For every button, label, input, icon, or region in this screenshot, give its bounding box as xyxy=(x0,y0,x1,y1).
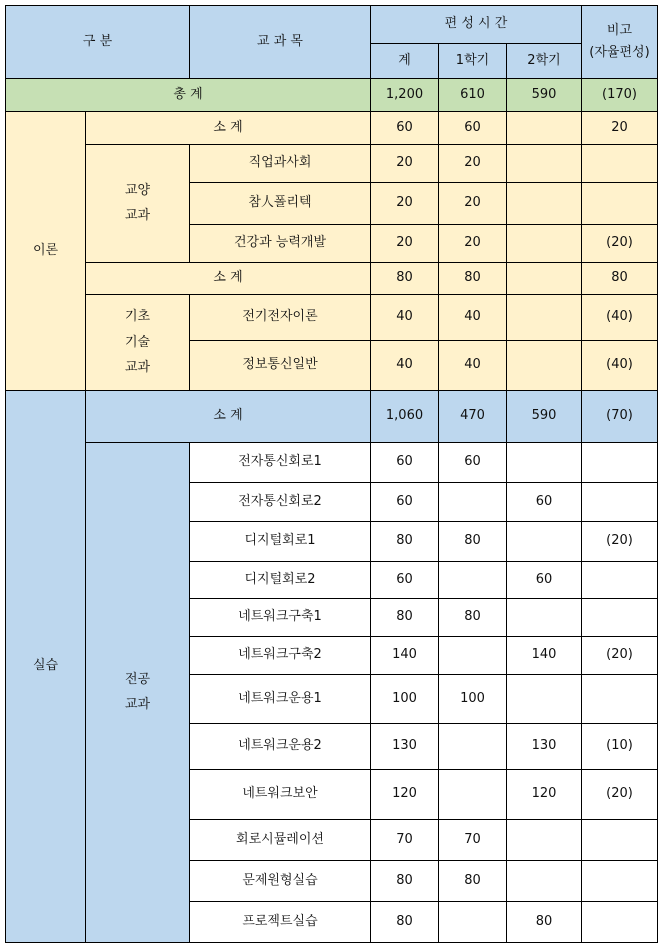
subject-name: 문제원형실습 xyxy=(189,860,371,902)
hours-sem1: 40 xyxy=(438,340,507,391)
hours-sem2 xyxy=(506,144,582,183)
hours-sem1: 40 xyxy=(438,294,507,341)
hours-total: 80 xyxy=(370,860,439,902)
subject-name: 프로젝트실습 xyxy=(189,901,371,943)
hours-total: 20 xyxy=(370,144,439,183)
hours-total: 60 xyxy=(370,561,439,599)
basic-subtotal-sem2 xyxy=(506,262,582,295)
hours-sem2: 140 xyxy=(506,636,582,675)
note: (20) xyxy=(581,521,658,562)
subject-name: 정보통신일반 xyxy=(189,340,371,391)
subject-name: 디지털회로2 xyxy=(189,561,371,599)
subject-name: 전기전자이론 xyxy=(189,294,371,341)
header-sem1: 1학기 xyxy=(438,43,507,79)
subject-name: 디지털회로1 xyxy=(189,521,371,562)
subject-name: 회로시뮬레이션 xyxy=(189,819,371,861)
hours-total: 80 xyxy=(370,521,439,562)
hours-sem2 xyxy=(506,674,582,724)
hours-sem1 xyxy=(438,636,507,675)
liberal-group-label: 교양 교과 xyxy=(85,144,190,263)
subject-name: 네트워크운용2 xyxy=(189,723,371,770)
header-category: 구 분 xyxy=(5,5,190,79)
hours-sem1 xyxy=(438,723,507,770)
note: (20) xyxy=(581,769,658,820)
hours-total: 40 xyxy=(370,340,439,391)
note xyxy=(581,182,658,225)
note xyxy=(581,561,658,599)
liberal-subtotal-sem2 xyxy=(506,111,582,145)
hours-sem1: 80 xyxy=(438,521,507,562)
liberal-subtotal-note: 20 xyxy=(581,111,658,145)
hours-total: 60 xyxy=(370,482,439,522)
hours-sem1 xyxy=(438,769,507,820)
hours-sem1 xyxy=(438,482,507,522)
subject-name: 전자통신회로2 xyxy=(189,482,371,522)
subject-name: 네트워크보안 xyxy=(189,769,371,820)
hours-total: 20 xyxy=(370,224,439,263)
note xyxy=(581,674,658,724)
hours-sem1 xyxy=(438,561,507,599)
header-total: 계 xyxy=(370,43,439,79)
practice-label: 실습 xyxy=(5,390,86,943)
hours-sem2: 120 xyxy=(506,769,582,820)
hours-sem2 xyxy=(506,598,582,637)
hours-sem2: 60 xyxy=(506,482,582,522)
grand-total-total: 1,200 xyxy=(370,78,439,112)
hours-sem1: 80 xyxy=(438,860,507,902)
subject-name: 건강과 능력개발 xyxy=(189,224,371,263)
hours-sem2: 130 xyxy=(506,723,582,770)
liberal-subtotal-sem1: 60 xyxy=(438,111,507,145)
hours-sem2 xyxy=(506,294,582,341)
hours-sem2 xyxy=(506,340,582,391)
hours-sem1: 20 xyxy=(438,224,507,263)
hours-sem2: 80 xyxy=(506,901,582,943)
header-sem2: 2학기 xyxy=(506,43,582,79)
note: (40) xyxy=(581,340,658,391)
note xyxy=(581,598,658,637)
hours-sem1: 80 xyxy=(438,598,507,637)
hours-sem1: 20 xyxy=(438,182,507,225)
hours-sem2 xyxy=(506,521,582,562)
hours-sem1: 20 xyxy=(438,144,507,183)
note: (20) xyxy=(581,224,658,263)
note xyxy=(581,860,658,902)
hours-sem2 xyxy=(506,182,582,225)
hours-sem1: 70 xyxy=(438,819,507,861)
subject-name: 네트워크구축2 xyxy=(189,636,371,675)
note: (20) xyxy=(581,636,658,675)
practice-subtotal-sem1: 470 xyxy=(438,390,507,443)
liberal-subtotal-total: 60 xyxy=(370,111,439,145)
note: (40) xyxy=(581,294,658,341)
grand-total-note: (170) xyxy=(581,78,658,112)
practice-subtotal-total: 1,060 xyxy=(370,390,439,443)
hours-sem1: 60 xyxy=(438,442,507,483)
subject-name: 네트워크운용1 xyxy=(189,674,371,724)
grand-total-label: 총 계 xyxy=(5,78,371,112)
hours-sem2 xyxy=(506,860,582,902)
subject-name: 전자통신회로1 xyxy=(189,442,371,483)
hours-sem1 xyxy=(438,901,507,943)
hours-sem2: 60 xyxy=(506,561,582,599)
hours-sem2 xyxy=(506,442,582,483)
theory-label: 이론 xyxy=(5,111,86,391)
hours-total: 80 xyxy=(370,901,439,943)
basic-subtotal-label: 소 계 xyxy=(85,262,371,295)
hours-total: 20 xyxy=(370,182,439,225)
note xyxy=(581,482,658,522)
basic-subtotal-note: 80 xyxy=(581,262,658,295)
basic-group-label: 기초 기술 교과 xyxy=(85,294,190,391)
subject-name: 참人폴리텍 xyxy=(189,182,371,225)
header-hours-group: 편 성 시 간 xyxy=(370,5,582,44)
liberal-subtotal-label: 소 계 xyxy=(85,111,371,145)
header-subject: 교 과 목 xyxy=(189,5,371,79)
hours-total: 100 xyxy=(370,674,439,724)
subject-name: 네트워크구축1 xyxy=(189,598,371,637)
practice-subtotal-note: (70) xyxy=(581,390,658,443)
note xyxy=(581,901,658,943)
note xyxy=(581,819,658,861)
hours-sem2 xyxy=(506,819,582,861)
hours-total: 40 xyxy=(370,294,439,341)
practice-subtotal-label: 소 계 xyxy=(85,390,371,443)
basic-subtotal-total: 80 xyxy=(370,262,439,295)
hours-total: 120 xyxy=(370,769,439,820)
note: (10) xyxy=(581,723,658,770)
practice-subtotal-sem2: 590 xyxy=(506,390,582,443)
subject-name: 직업과사회 xyxy=(189,144,371,183)
hours-total: 70 xyxy=(370,819,439,861)
basic-subtotal-sem1: 80 xyxy=(438,262,507,295)
hours-sem1: 100 xyxy=(438,674,507,724)
hours-total: 60 xyxy=(370,442,439,483)
hours-total: 140 xyxy=(370,636,439,675)
note xyxy=(581,442,658,483)
hours-total: 80 xyxy=(370,598,439,637)
hours-sem2 xyxy=(506,224,582,263)
major-group-label: 전공 교과 xyxy=(85,442,190,943)
grand-total-sem1: 610 xyxy=(438,78,507,112)
grand-total-sem2: 590 xyxy=(506,78,582,112)
hours-total: 130 xyxy=(370,723,439,770)
header-note: 비고 (자율편성) xyxy=(581,5,658,79)
note xyxy=(581,144,658,183)
